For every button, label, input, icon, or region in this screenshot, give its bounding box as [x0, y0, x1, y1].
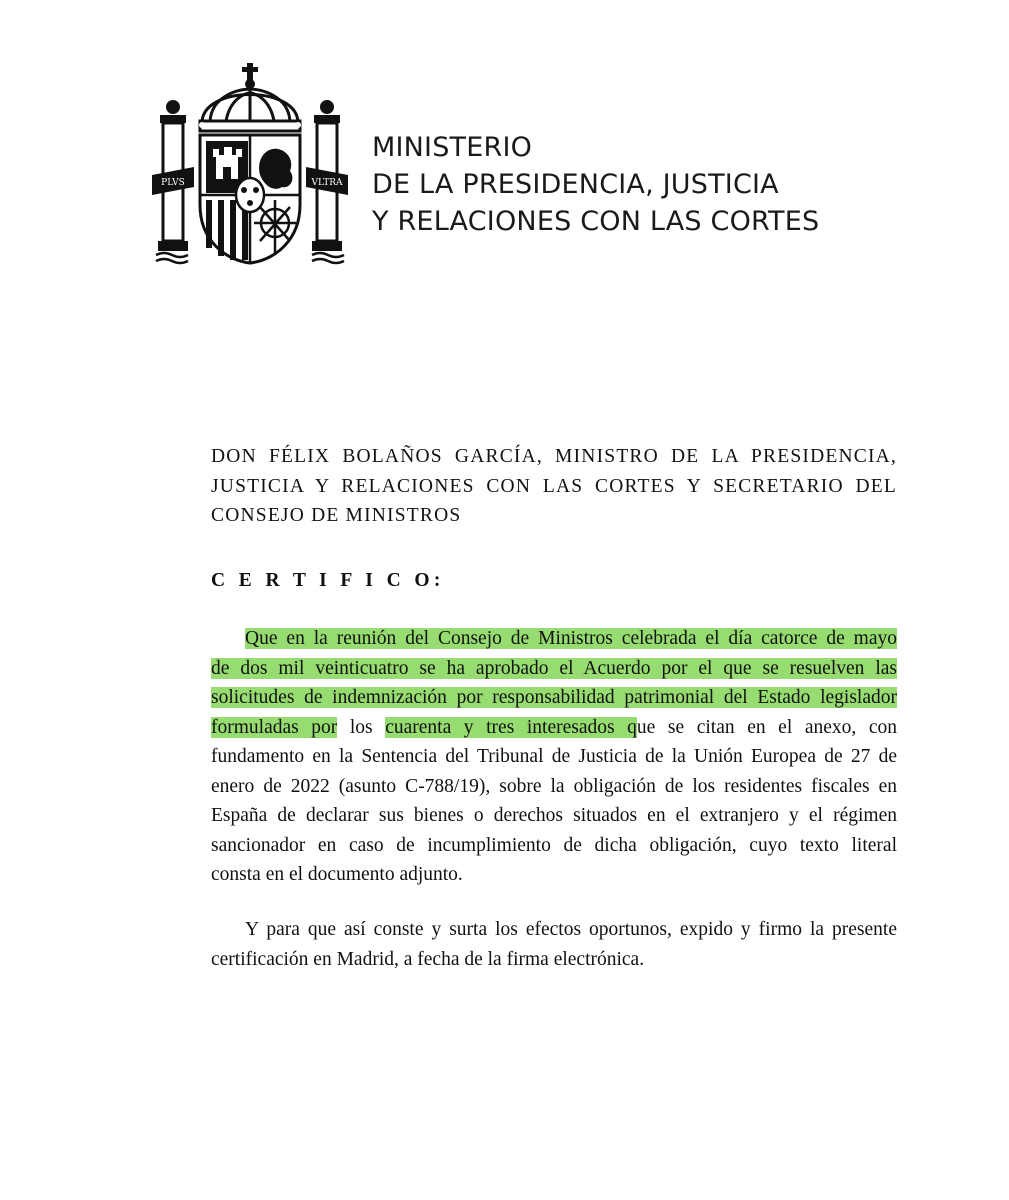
motto-left: PLVS	[161, 178, 185, 188]
paragraph-line: certificación en Madrid, a fecha de la firma electrónica.	[211, 948, 645, 970]
ministry-line: Y RELACIONES CON LAS CORTES	[372, 206, 820, 237]
plain-text: ue se citan en el anexo, con	[636, 716, 897, 738]
paragraph-line	[211, 683, 897, 713]
paragraph-line: fundamento en la Sentencia del Tribunal de Justicia de la Unión Europea de 27 de	[211, 746, 897, 767]
ministry-name	[372, 129, 819, 240]
paragraph-line: enero de 2022 (asunto C-788/19), sobre la obligación de los residentes fiscales en	[211, 775, 897, 797]
paragraph-line: Y para que así conste y surta los efectos oportunos, expido y firmo la presente	[245, 919, 897, 940]
paragraph-line: consta en el documento adjunto.	[211, 864, 463, 885]
certification-paragraph	[211, 624, 897, 890]
paragraph-line	[211, 713, 897, 743]
highlighted-text: Que en la reunión del Consejo de Ministros celebrada el día catorce de mayo	[245, 628, 897, 649]
highlighted-text: formuladas por	[211, 716, 338, 738]
highlighted-text: cuarenta y tres interesados q	[385, 716, 637, 738]
letterhead	[150, 55, 890, 270]
addressee-line: DON FÉLIX BOLAÑOS GARCÍA, MINISTRO DE LA PRESIDENCIA,	[211, 446, 897, 467]
ministry-line: DE LA PRESIDENCIA, JUSTICIA	[372, 169, 779, 200]
ministry-line: MINISTERIO	[372, 132, 533, 163]
certifico-heading: C E R T I F I C O:	[211, 570, 445, 591]
coat-of-arms-icon	[150, 55, 350, 267]
plain-text: los	[337, 716, 386, 738]
addressee-line: CONSEJO DE MINISTROS	[211, 505, 462, 526]
paragraph-line: sancionador en caso de incumplimiento de dicha obligación, cuyo texto literal	[211, 834, 897, 856]
addressee-line: JUSTICIA Y RELACIONES CON LAS CORTES Y SECRETARIO DEL	[211, 475, 897, 497]
motto-right: VLTRA	[311, 178, 343, 188]
highlighted-text: de dos mil veinticuatro se ha aprobado el Acuerdo por el que se resuelven las	[211, 657, 897, 679]
closing-paragraph	[211, 915, 897, 974]
highlighted-text: solicitudes de indemnización por responsabilidad patrimonial del Estado legislador	[211, 687, 897, 708]
paragraph-line	[211, 654, 897, 684]
addressee-block	[211, 442, 897, 531]
paragraph-line: España de declarar sus bienes o derechos situados en el extranjero y el régimen	[211, 805, 897, 826]
paragraph-line	[211, 624, 897, 654]
